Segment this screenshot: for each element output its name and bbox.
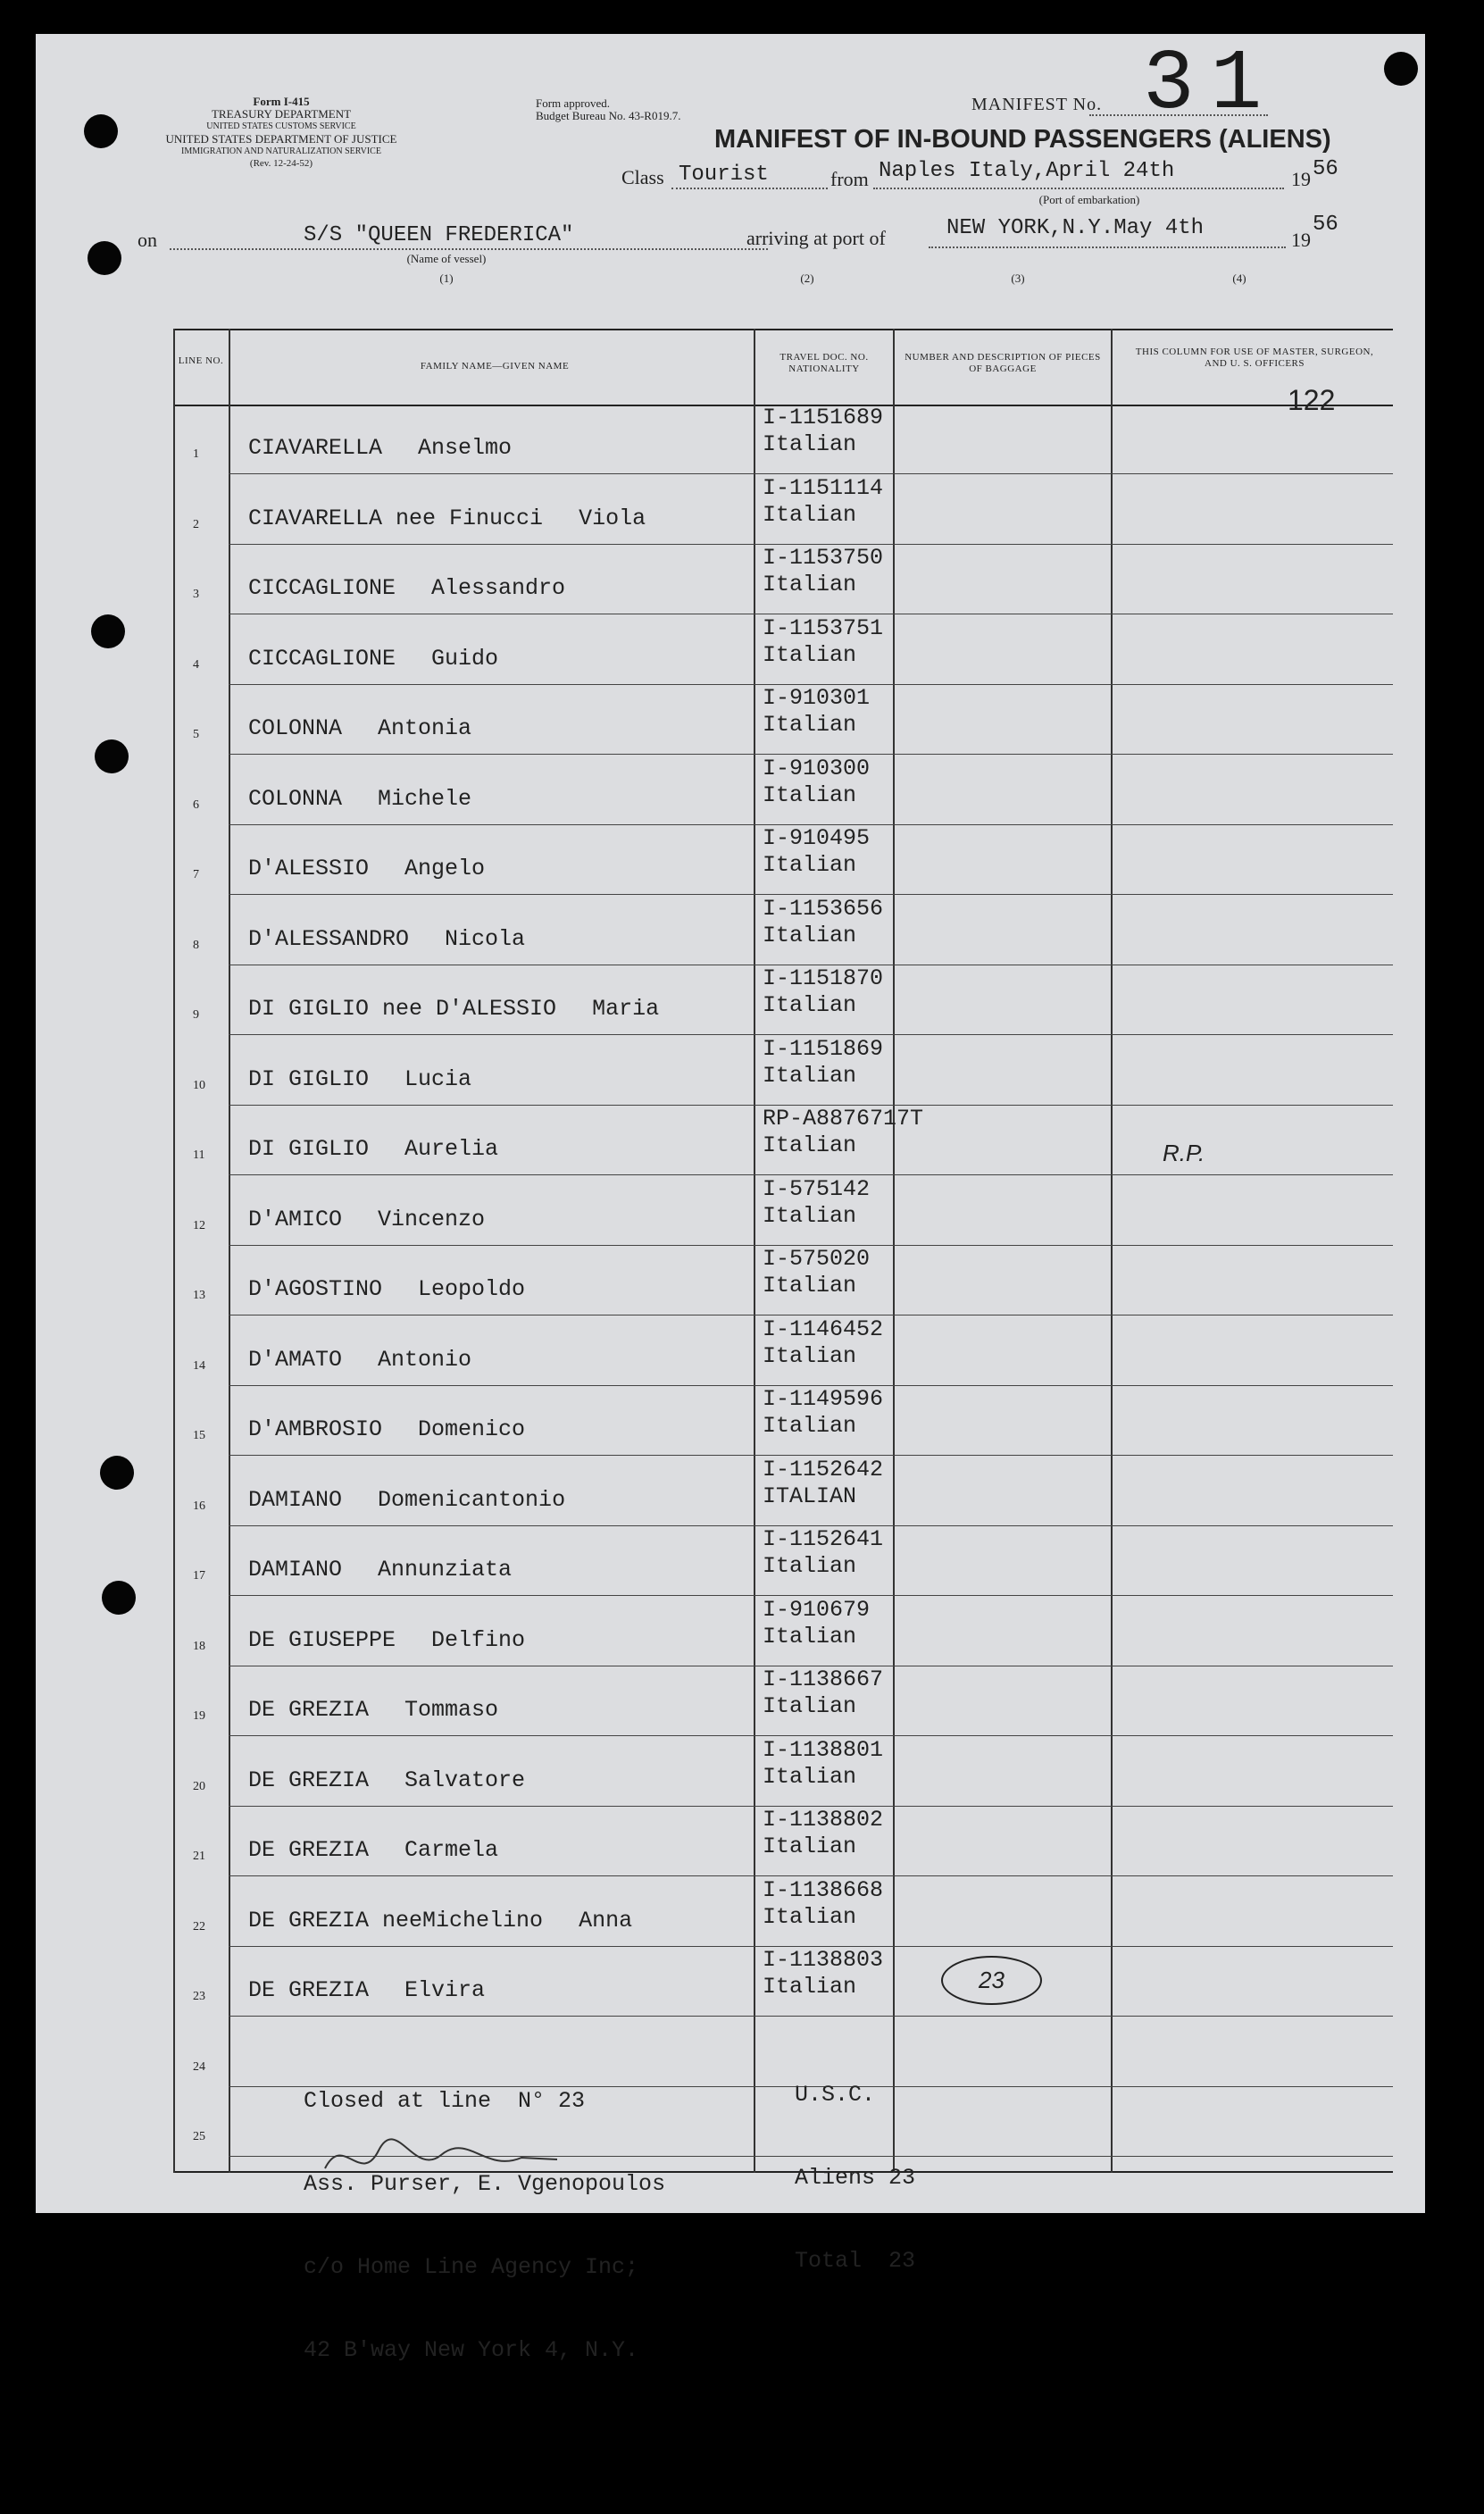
passenger-name (248, 1136, 498, 1162)
family-name: CIAVARELLA nee Finucci (248, 505, 544, 531)
family-name: DE GREZIA (248, 1977, 370, 2003)
travel-doc (763, 1316, 883, 1370)
travel-doc (763, 965, 883, 1019)
table-row (173, 685, 1393, 754)
given-name: Tommaso (404, 1697, 499, 1723)
dept-ins: IMMIGRATION AND NATURALIZATION SERVICE (181, 146, 381, 156)
travel-doc (763, 615, 883, 669)
travel-doc-number: I-575020 (763, 1246, 871, 1272)
passenger-name (248, 1207, 485, 1232)
line-number: 1 (193, 447, 199, 461)
line-number: 9 (193, 1008, 199, 1022)
line-number: 8 (193, 938, 199, 952)
table-row (173, 756, 1393, 824)
family-name: D'AMICO (248, 1206, 343, 1232)
passenger-name (248, 856, 485, 881)
punch-hole (1384, 52, 1418, 86)
header-name: FAMILY NAME—GIVEN NAME (420, 361, 570, 372)
given-name: Antonio (378, 1346, 472, 1373)
passenger-name (248, 1908, 632, 1934)
nationality: Italian (763, 992, 857, 1018)
table-row (173, 1666, 1393, 1735)
table-row (173, 1457, 1393, 1525)
nationality: Italian (763, 781, 857, 808)
table-row (173, 1807, 1393, 1875)
nationality: Italian (763, 712, 857, 738)
form-revision: (Rev. 12-24-52) (249, 158, 313, 169)
given-name: Annunziata (378, 1557, 513, 1583)
passenger-name (248, 1977, 485, 2003)
port-of-embarkation: Naples Italy,April 24th (879, 159, 1175, 183)
passenger-name (248, 505, 646, 531)
given-name: Maria (592, 996, 660, 1022)
family-name: DE GREZIA (248, 1766, 370, 1793)
arrival-line (929, 246, 1286, 248)
travel-doc (763, 1666, 883, 1720)
nationality: Italian (763, 1763, 857, 1790)
total-count: Total 23 (795, 2248, 916, 2274)
passenger-name (248, 1767, 525, 1793)
passenger-name (248, 575, 565, 601)
dept-treasury: TREASURY DEPARTMENT (211, 107, 352, 121)
passenger-name (248, 1627, 525, 1653)
travel-doc (763, 1457, 883, 1510)
given-name: Michele (378, 785, 472, 812)
family-name: COLONNA (248, 785, 343, 812)
travel-doc-number: I-1151870 (763, 965, 884, 991)
year-prefix-2: 19 (1291, 229, 1311, 251)
given-name: Anselmo (418, 435, 513, 461)
form-number: Form I-415 (253, 95, 310, 108)
passenger-name (248, 996, 659, 1022)
family-name: COLONNA (248, 715, 343, 741)
line-number: 24 (193, 2059, 205, 2074)
line-number: 2 (193, 517, 199, 531)
passenger-name (248, 1697, 498, 1723)
header-baggage: NUMBER AND DESCRIPTION OF PIECES OF BAGGAGE (905, 352, 1101, 374)
nationality: Italian (763, 572, 857, 597)
family-name: DAMIANO (248, 1486, 343, 1513)
travel-doc-number: I-1138667 (763, 1666, 884, 1692)
travel-doc-number: I-910679 (763, 1596, 871, 1623)
given-name: Aurelia (404, 1136, 499, 1162)
officer-note: R.P. (1163, 1140, 1205, 1166)
passenger-name (248, 2048, 284, 2074)
table-row (173, 1316, 1393, 1385)
header-officers: THIS COLUMN FOR USE OF MASTER, SURGEON, AND U. S. OFFICERS (1135, 347, 1374, 369)
passenger-name (248, 715, 471, 741)
travel-doc-number: I-1138801 (763, 1736, 884, 1763)
travel-doc (763, 896, 883, 949)
year-prefix-1: 19 (1291, 168, 1311, 190)
travel-doc-number: I-1146452 (763, 1315, 884, 1342)
passenger-name (248, 1557, 512, 1583)
punch-hole (95, 739, 129, 773)
given-name: Alessandro (431, 575, 566, 601)
table-row (173, 545, 1393, 614)
nationality: Italian (763, 852, 857, 878)
passenger-name (248, 2117, 284, 2143)
line-number: 7 (193, 868, 199, 881)
family-name: D'AMATO (248, 1346, 343, 1373)
travel-doc (763, 1947, 883, 2000)
vessel-line (170, 248, 768, 250)
port-embark-caption: (Port of embarkation) (1038, 193, 1140, 206)
table-row (173, 965, 1393, 1034)
budget-bureau: Budget Bureau No. 43-R019.7. (536, 109, 681, 122)
dept-customs: UNITED STATES CUSTOMS SERVICE (206, 121, 356, 131)
closing-block (304, 2032, 665, 2419)
passenger-name (248, 1066, 471, 1092)
punch-hole (100, 1456, 134, 1490)
travel-doc (763, 475, 883, 529)
travel-doc (763, 1036, 883, 1090)
col-num-1: (1) (439, 271, 454, 285)
table-row (173, 1526, 1393, 1595)
passenger-name (248, 1347, 471, 1373)
line-number: 15 (193, 1429, 205, 1442)
table-row (173, 1176, 1393, 1245)
closed-at-line: Closed at line N° 23 (304, 2088, 586, 2114)
arriving-label: arriving at port of (746, 227, 886, 249)
signature-scribble (307, 2124, 575, 2195)
travel-doc-number: I-1151689 (763, 405, 884, 430)
travel-doc-number: I-575142 (763, 1175, 871, 1202)
travel-doc-number: I-1151869 (763, 1035, 884, 1062)
vessel-name: S/S "QUEEN FREDERICA" (304, 223, 574, 247)
passenger-name (248, 786, 471, 812)
travel-doc (763, 756, 870, 809)
nationality: Italian (763, 1693, 857, 1719)
col-num-4: (4) (1232, 271, 1246, 285)
family-name: DAMIANO (248, 1557, 343, 1583)
agency-address: 42 B'way New York 4, N.Y. (304, 2337, 639, 2363)
manifest-no-label: MANIFEST No. (971, 95, 1103, 114)
table-row (173, 1386, 1393, 1455)
given-name: Anna (579, 1907, 633, 1934)
travel-doc-number: RP-A8876717T (763, 1106, 924, 1132)
year-suffix-2: 56 (1313, 213, 1338, 237)
line-number: 6 (193, 798, 199, 812)
table-row (173, 1737, 1393, 1806)
travel-doc-number: I-1138803 (763, 1947, 884, 1973)
given-name: Viola (579, 505, 646, 531)
family-name: D'ALESSIO (248, 856, 370, 881)
nationality: Italian (763, 1553, 857, 1579)
given-name: Leopoldo (418, 1276, 526, 1302)
given-name: Angelo (404, 856, 486, 881)
family-name: DI GIGLIO nee D'ALESSIO (248, 996, 557, 1022)
travel-doc (763, 405, 883, 458)
nationality: Italian (763, 1833, 857, 1859)
table-row (173, 825, 1393, 894)
line-number: 12 (193, 1218, 205, 1232)
line-number: 18 (193, 1639, 205, 1653)
from-label: from (830, 168, 869, 190)
line-number: 19 (193, 1709, 205, 1723)
travel-doc-number: I-1153656 (763, 895, 884, 922)
table-row (173, 1947, 1393, 2016)
line-number: 4 (193, 657, 199, 672)
family-name: DI GIGLIO (248, 1136, 370, 1162)
table-row (173, 1106, 1393, 1174)
line-number: 16 (193, 1499, 205, 1513)
family-name: CICCAGLIONE (248, 575, 396, 601)
line-number: 10 (193, 1078, 205, 1092)
line-number: 13 (193, 1289, 205, 1302)
passenger-name (248, 646, 498, 672)
nationality: Italian (763, 1903, 857, 1930)
travel-doc (763, 1737, 883, 1791)
given-name: Carmela (404, 1837, 499, 1863)
travel-doc (763, 1176, 870, 1230)
line-number: 25 (193, 2130, 205, 2143)
from-line (873, 188, 1284, 189)
travel-doc-number: I-1138802 (763, 1807, 884, 1833)
table-row (173, 1036, 1393, 1105)
given-name: Guido (431, 645, 499, 672)
line-number: 22 (193, 1919, 205, 1934)
header-doc: TRAVEL DOC. NO. NATIONALITY (780, 352, 869, 374)
passenger-name (248, 1276, 525, 1302)
table-row (173, 475, 1393, 544)
table-row (173, 896, 1393, 965)
passenger-name (248, 1416, 525, 1442)
given-name: Vincenzo (378, 1206, 486, 1232)
family-name: D'AGOSTINO (248, 1276, 383, 1302)
agency: c/o Home Line Agency Inc; (304, 2254, 639, 2280)
nationality: Italian (763, 1623, 857, 1650)
table-row (173, 405, 1393, 473)
purser: Ass. Purser, E. Vgenopoulos (304, 2171, 666, 2197)
travel-doc (763, 1877, 883, 1931)
nationality: Italian (763, 1342, 857, 1369)
given-name: Salvatore (404, 1766, 526, 1793)
nationality: Italian (763, 1974, 857, 2000)
travel-doc-number: I-1152641 (763, 1526, 884, 1552)
col-num-2: (2) (800, 271, 814, 285)
line-number: 17 (193, 1569, 205, 1583)
family-name: DE GREZIA (248, 1697, 370, 1723)
travel-doc (763, 685, 870, 739)
vessel-caption: (Name of vessel) (406, 252, 487, 265)
table-row (173, 1877, 1393, 1946)
given-name: Domenico (418, 1416, 526, 1442)
line-number: 23 (193, 1990, 205, 2003)
year-suffix-1: 56 (1313, 157, 1338, 181)
given-name: Elvira (404, 1977, 486, 2003)
travel-doc (763, 1106, 923, 1159)
class-value: Tourist (679, 163, 769, 187)
travel-doc-number: I-1153750 (763, 545, 884, 571)
passenger-name (248, 1837, 498, 1863)
nationality: Italian (763, 1273, 857, 1299)
family-name: D'AMBROSIO (248, 1416, 383, 1442)
travel-doc-number: I-1152642 (763, 1456, 884, 1483)
travel-doc (763, 1526, 883, 1580)
passenger-table (173, 329, 1393, 2363)
travel-doc (763, 825, 870, 879)
on-label: on (138, 229, 157, 251)
travel-doc-number: I-910301 (763, 685, 871, 711)
nationality: Italian (763, 1413, 857, 1439)
travel-doc-number: I-1149596 (763, 1386, 884, 1412)
nationality: ITALIAN (763, 1483, 857, 1509)
col-num-3: (3) (1011, 271, 1025, 285)
travel-doc (763, 545, 883, 598)
nationality: Italian (763, 431, 857, 457)
travel-doc-number: I-1153751 (763, 614, 884, 641)
given-name: Domenicantonio (378, 1486, 566, 1513)
family-name: DE GREZIA (248, 1837, 370, 1863)
given-name: Lucia (404, 1065, 472, 1092)
manifest-title: MANIFEST OF IN-BOUND PASSENGERS (ALIENS) (714, 125, 1331, 154)
family-name: DE GREZIA neeMichelino (248, 1907, 544, 1934)
form-approved: Form approved. (536, 96, 611, 110)
punch-hole (84, 114, 118, 148)
arrival-port: NEW YORK,N.Y.May 4th (946, 216, 1205, 240)
line-number: 20 (193, 1779, 205, 1793)
family-name: CIAVARELLA (248, 435, 383, 461)
line-number: 3 (193, 588, 199, 601)
nationality: Italian (763, 501, 857, 528)
travel-doc-number: I-1138668 (763, 1876, 884, 1903)
manifest-number: 31 (1143, 36, 1279, 133)
travel-doc-number: I-1151114 (763, 474, 884, 501)
totals-block (795, 2025, 915, 2330)
class-line (671, 188, 828, 189)
travel-doc (763, 1597, 870, 1650)
line-number: 14 (193, 1358, 205, 1373)
family-name: CICCAGLIONE (248, 645, 396, 672)
nationality: Italian (763, 1202, 857, 1229)
nationality: Italian (763, 922, 857, 948)
family-name: DE GIUSEPPE (248, 1626, 396, 1653)
travel-doc-number: I-910495 (763, 825, 871, 851)
given-name: Antonia (378, 715, 472, 741)
count-note: 122 (1288, 384, 1336, 416)
table-row (173, 1597, 1393, 1666)
passenger-rows (173, 405, 1393, 2173)
punch-hole (88, 241, 121, 275)
nationality: Italian (763, 1132, 857, 1158)
punch-hole (91, 614, 125, 648)
passenger-name (248, 1487, 565, 1513)
header-line-no: LINE NO. (178, 355, 224, 366)
travel-doc (763, 1246, 870, 1299)
travel-doc (763, 1386, 883, 1440)
usc-label: U.S.C. (795, 2082, 876, 2108)
line-number: 11 (193, 1148, 205, 1162)
line-number: 5 (193, 728, 199, 741)
passenger-name (248, 435, 512, 461)
travel-doc (763, 1807, 883, 1860)
line-number: 21 (193, 1850, 205, 1863)
manifest-sheet (36, 34, 1425, 2363)
given-name: Delfino (431, 1626, 526, 1653)
given-name: Nicola (445, 925, 526, 952)
officer-note: 23 (941, 1956, 1042, 2005)
aliens-count: Aliens 23 (795, 2165, 916, 2191)
passenger-name (248, 926, 525, 952)
table-row (173, 615, 1393, 684)
nationality: Italian (763, 641, 857, 668)
punch-hole (102, 1581, 136, 1615)
class-label: Class (621, 166, 664, 188)
table-row (173, 1246, 1393, 1315)
family-name: DI GIGLIO (248, 1065, 370, 1092)
nationality: Italian (763, 1062, 857, 1089)
dept-justice: UNITED STATES DEPARTMENT OF JUSTICE (165, 132, 397, 146)
travel-doc-number: I-910300 (763, 755, 871, 781)
family-name: D'ALESSANDRO (248, 925, 410, 952)
